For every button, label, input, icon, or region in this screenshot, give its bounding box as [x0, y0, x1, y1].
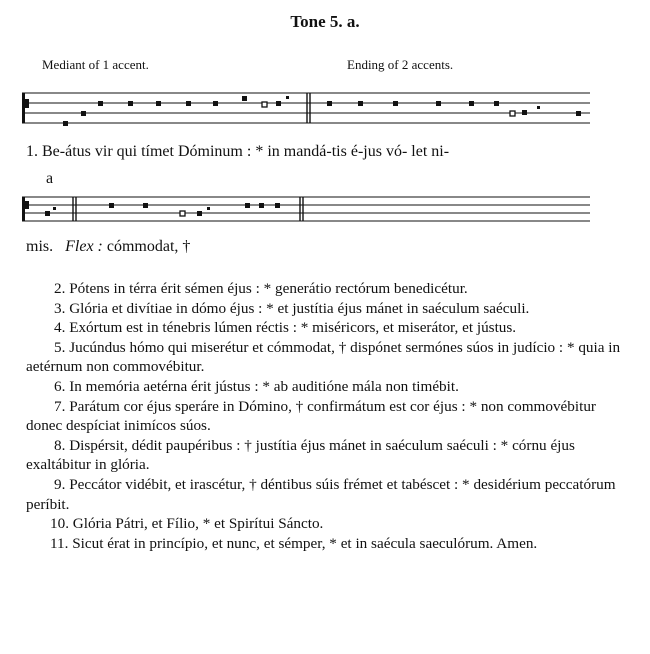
clef-icon [22, 197, 29, 221]
clef-icon [22, 93, 29, 123]
lyric-mis: mis. [26, 238, 54, 255]
verse-2: 2. Pótens in térra érit sémen éjus : * generátio rectórum benedicétur. [54, 280, 468, 297]
verse-7: 7. Parátum cor éjus speráre in Dómino, † confirmátum est cor éjus : * non commovébitur donec despíciat inimícos súos. [26, 397, 596, 435]
flex-text: cómmodat, † [106, 238, 191, 255]
verse-11: 11. Sicut érat in princípio, et nunc, et sémper, * et in saécula saeculórum. Amen. [50, 534, 538, 552]
verse-10: 10. Glória Pátri, et Fílio, * et Spirítui Sáncto. [50, 515, 324, 533]
verse-5: 5. Jucúndus hómo qui miserétur et cómmodat, † dispónet sermónes súos in judício : * quia in aetérnum non commovébitur. [26, 338, 621, 376]
tone-title: Tone 5. a. [290, 12, 360, 31]
neumes-termination [45, 207, 56, 216]
verse-list [26, 279, 626, 553]
lyric-line-3 [26, 238, 190, 256]
lyric-line-2: a [46, 170, 54, 187]
verse-3: 3. Glória et divítiae in dómo éjus : * et justítia éjus mánet in saéculum saéculi. [54, 299, 530, 317]
lyric-line-1: 1. Be-átus vir qui tímet Dóminum : * in mandá-tis é-jus vó- let ni- [26, 143, 450, 160]
chant-staff-1 [0, 87, 650, 137]
ending-label: Ending of 2 accents. [347, 57, 454, 72]
neumes-mediant [63, 96, 289, 126]
verse-4: 4. Exórtum est in ténebris lúmen réctis : * miséricors, et miserátor, et jústus. [54, 319, 517, 337]
verse-9: 9. Peccátor vidébit, et irascétur, † déntibus súis frémet et tabéscet : * desidérium peccatórum períbit. [26, 475, 616, 513]
chant-staff-2 [0, 191, 650, 235]
flex-label: Flex : [65, 238, 103, 255]
verse-6: 6. In memória aetérna érit jústus : * ab auditióne mála non timébit. [54, 377, 459, 395]
mediant-label: Mediant of 1 accent. [42, 57, 149, 72]
verse-8: 8. Dispérsit, dédit paupéribus : † justítia éjus mánet in saéculum saéculi : * córnu éjus exaltábitur in glória. [26, 436, 575, 474]
